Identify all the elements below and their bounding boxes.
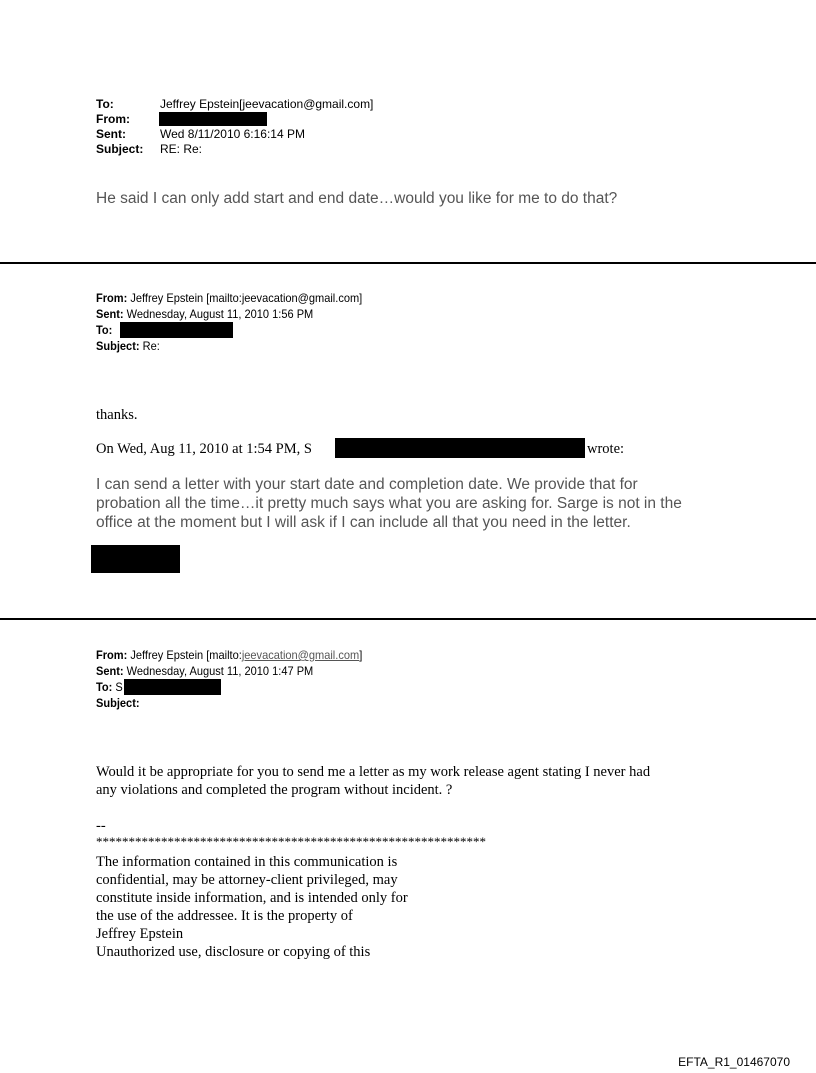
to-row: [96, 323, 112, 338]
email-link[interactable]: jeevacation@gmail.com: [241, 648, 360, 662]
from-value-prefix: Jeffrey Epstein [mailto:: [127, 648, 242, 662]
to-row: [96, 680, 123, 695]
sent-label: Sent:: [96, 127, 126, 141]
to-label: To:: [96, 680, 113, 694]
email-body: [96, 763, 650, 799]
subject-value: RE: Re:: [160, 142, 203, 156]
disclaimer: [96, 853, 408, 961]
disclaimer-line: The information contained in this communication is: [96, 854, 398, 870]
to-row: [96, 97, 373, 111]
quoted-line: office at the moment but I will ask if I can include all that you need in the letter.: [96, 514, 631, 531]
quote-intro-suffix: wrote:: [587, 441, 625, 457]
quote-intro: [96, 440, 312, 458]
document-id: EFTA_R1_01467070: [678, 1055, 790, 1069]
signature-dash: --: [96, 818, 106, 834]
subject-row: [96, 339, 160, 354]
body-line: any violations and completed the program without incident. ?: [96, 782, 453, 798]
sent-value: Wednesday, August 11, 2010 1:47 PM: [123, 664, 314, 678]
redaction-block: [124, 679, 221, 695]
disclaimer-line: the use of the addressee. It is the property of: [96, 908, 353, 924]
to-first-char: S: [112, 680, 123, 694]
sent-label: Sent:: [96, 664, 124, 678]
redaction-block: [91, 545, 180, 573]
quoted-line: probation all the time…it pretty much says what you are asking for. Sarge is not in the: [96, 495, 682, 512]
quote-intro-prefix: On Wed, Aug 11, 2010 at 1:54 PM,: [96, 441, 304, 457]
email-body: He said I can only add start and end date…would you like for me to do that?: [96, 190, 618, 207]
quoted-line: I can send a letter with your start date and completion date. We provide that for: [96, 476, 638, 493]
disclaimer-line: Jeffrey Epstein: [96, 926, 184, 942]
to-label: To:: [96, 97, 114, 111]
to-value: Jeffrey Epstein[jeevacation@gmail.com]: [160, 97, 374, 111]
from-row: [96, 291, 362, 306]
sent-label: Sent:: [96, 307, 124, 321]
disclaimer-line: Unauthorized use, disclosure or copying of this: [96, 944, 371, 960]
sent-row: [96, 307, 313, 322]
sent-value: Wed 8/11/2010 6:16:14 PM: [160, 127, 305, 141]
from-label: From:: [96, 648, 128, 662]
divider: [0, 618, 816, 620]
body-line: Would it be appropriate for you to send me a letter as my work release agent stating I never had: [96, 764, 651, 780]
redaction-block: [159, 112, 267, 126]
from-value-suffix: ]: [359, 648, 363, 662]
disclaimer-line: constitute inside information, and is intended only for: [96, 890, 408, 906]
divider: [0, 262, 816, 264]
quote-intro-first-char: S: [303, 441, 312, 457]
sent-row: [96, 127, 305, 141]
subject-value: Re:: [139, 339, 160, 353]
redaction-block: [120, 322, 233, 338]
sent-row: [96, 664, 313, 679]
from-row: [96, 648, 362, 663]
subject-label: Subject:: [96, 696, 140, 710]
subject-row: [96, 696, 140, 711]
from-row: [96, 112, 160, 126]
subject-label: Subject:: [96, 339, 140, 353]
from-label: From:: [96, 291, 128, 305]
disclaimer-line: confidential, may be attorney-client privileged, may: [96, 872, 398, 888]
to-label: To:: [96, 323, 113, 337]
quoted-text: [96, 475, 682, 532]
sent-value: Wednesday, August 11, 2010 1:56 PM: [123, 307, 314, 321]
email-body: thanks.: [96, 407, 138, 423]
subject-row: [96, 142, 202, 156]
signature-stars: ************************************************************: [96, 834, 486, 849]
redaction-block: [335, 438, 585, 458]
from-value: Jeffrey Epstein [mailto:jeevacation@gmail.com]: [127, 291, 363, 305]
from-label: From:: [96, 112, 130, 126]
subject-label: Subject:: [96, 142, 144, 156]
